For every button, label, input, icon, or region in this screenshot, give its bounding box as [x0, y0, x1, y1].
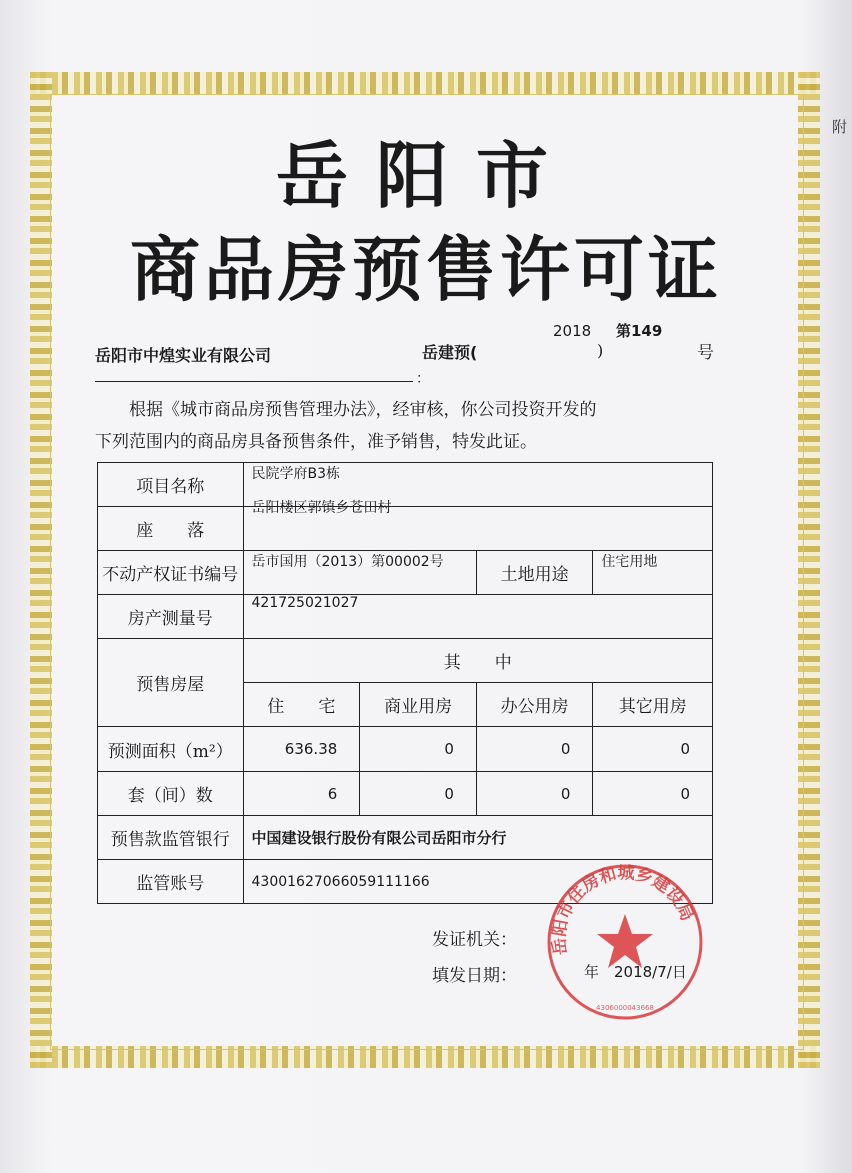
company-colon: ： — [416, 371, 430, 387]
permit-close: ) — [597, 341, 604, 360]
land-use-label: 土地用途 — [476, 551, 593, 595]
permit-number: 第149 — [616, 322, 663, 340]
statement-line-2: 下列范围内的商品房具备预售条件，准予销售，特发此证。 — [95, 432, 537, 452]
area-commercial: 0 — [360, 727, 477, 772]
area-residential: 636.38 — [243, 727, 360, 772]
border-top — [30, 72, 820, 94]
official-seal — [545, 862, 705, 1022]
area-office: 0 — [476, 727, 593, 772]
seal-text: 岳阳市住房和城乡建设局 — [549, 863, 697, 956]
bank-value: 中国建设银行股份有限公司岳阳市分行 — [243, 816, 712, 860]
survey-number-label: 房产测量号 — [98, 595, 244, 639]
project-name-label: 项目名称 — [98, 463, 244, 507]
area-other: 0 — [593, 727, 713, 772]
col-other: 其它用房 — [593, 683, 713, 727]
units-other: 0 — [593, 772, 713, 816]
col-office: 办公用房 — [476, 683, 593, 727]
document-title: 商品房预售许可证 — [130, 229, 722, 311]
col-residential: 住 宅 — [243, 683, 360, 727]
issuer-label: 发证机关： — [432, 930, 517, 950]
units-residential: 6 — [243, 772, 360, 816]
company-name: 岳阳市中煌实业有限公司 — [95, 346, 272, 365]
col-commercial: 商业用房 — [360, 683, 477, 727]
document-title-city: 岳阳市 — [275, 134, 576, 218]
area-label: 预测面积（m²） — [98, 727, 244, 772]
location-value-text: 岳阳楼区郭镇乡苍田村 — [251, 500, 392, 516]
permit-year: 2018 — [553, 322, 592, 340]
account-value: 43001627066059111166 — [243, 860, 712, 904]
side-note: 附 — [832, 118, 848, 136]
permit-table — [97, 462, 713, 904]
seal-code: 4306000043668 — [596, 1004, 654, 1012]
units-office: 0 — [476, 772, 593, 816]
issue-date: 年 2018/7/日 — [584, 963, 687, 981]
project-name-value: 民院学府B3栋 — [243, 463, 712, 507]
account-label: 监管账号 — [98, 860, 244, 904]
land-use-value: 住宅用地 — [593, 551, 713, 595]
units-label: 套（间）数 — [98, 772, 244, 816]
company-underline — [95, 381, 413, 382]
seal-star-icon — [597, 914, 653, 968]
presale-housing-label: 预售房屋 — [98, 639, 244, 727]
permit-suffix: 号 — [697, 343, 714, 363]
location-value — [243, 500, 712, 551]
permit-statement — [95, 394, 735, 458]
cert-number-value: 岳市国用（2013）第00002号 — [243, 551, 476, 595]
cert-number-label: 不动产权证书编号 — [98, 551, 244, 595]
location-label: 座 落 — [98, 507, 244, 551]
statement-line-1: 根据《城市商品房预售管理办法》，经审核，你公司投资开发的 — [129, 400, 597, 420]
units-commercial: 0 — [360, 772, 477, 816]
permit-prefix: 岳建预( — [422, 343, 478, 362]
bank-label: 预售款监管银行 — [98, 816, 244, 860]
among-label: 其 中 — [243, 639, 712, 683]
issue-date-label: 填发日期： — [432, 966, 517, 986]
survey-number-value: 421725021027 — [243, 595, 712, 639]
